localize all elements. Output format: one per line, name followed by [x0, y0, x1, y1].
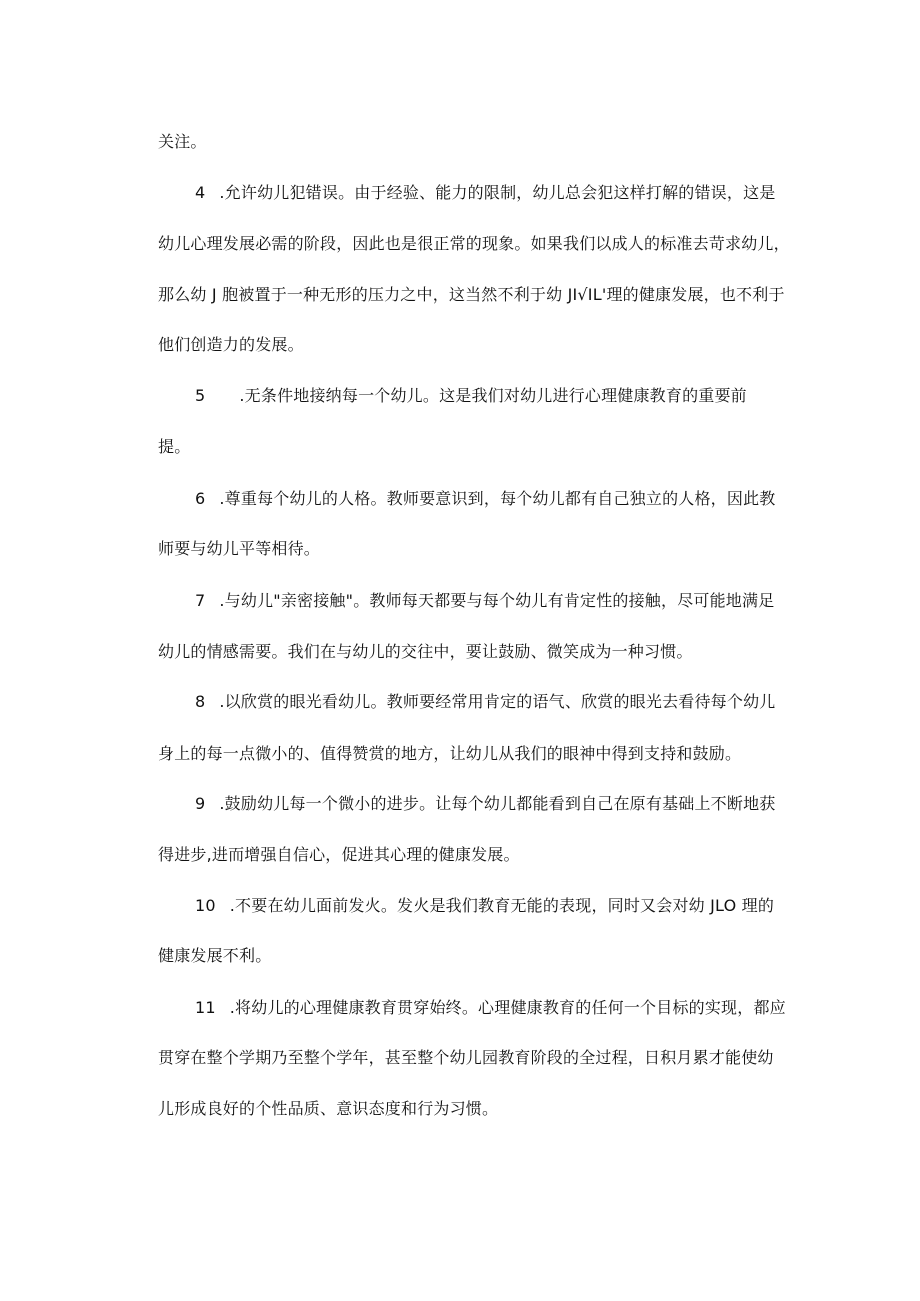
text-line: 师要与幼儿平等相待。 — [158, 539, 321, 558]
item-number: 9 — [195, 794, 206, 813]
item-text: .以欣赏的眼光看幼儿。教师要经常用肯定的语气、欣赏的眼光去看待每个幼儿 — [219, 692, 776, 711]
text-line: 幼儿的情感需要。我们在与幼儿的交往中，要让鼓励、微笑成为一种习惯。 — [158, 642, 693, 661]
text-line: 那么幼 J 胞被置于一种无形的压力之中，这当然不利于幼 JI√IL'理的健康发展，也不利于 — [158, 285, 785, 304]
item-number: 5 — [195, 386, 206, 405]
paragraph-6-line-1 — [195, 489, 775, 509]
item-number: 6 — [195, 489, 206, 508]
paragraph-4-line-1 — [195, 183, 775, 203]
text-line: 儿形成良好的个性品质、意识态度和行为习惯。 — [158, 1099, 499, 1118]
item-text: .尊重每个幼儿的人格。教师要意识到，每个幼儿都有自己独立的人格，因此教 — [219, 489, 776, 508]
paragraph-11-line-1 — [195, 998, 786, 1018]
item-text: .鼓励幼儿每一个微小的进步。让每个幼儿都能看到自己在原有基础上不断地获 — [219, 794, 776, 813]
text-line: 关注。 — [158, 132, 207, 151]
item-text: .与幼儿"亲密接触"。教师每天都要与每个幼儿有肯定性的接触，尽可能地满足 — [219, 591, 775, 610]
paragraph-10-line-1 — [195, 896, 774, 916]
paragraph-9-line-1 — [195, 794, 775, 814]
item-number: 11 — [195, 998, 216, 1017]
paragraph-7-line-1 — [195, 591, 774, 611]
item-text: .允许幼儿犯错误。由于经验、能力的限制，幼儿总会犯这样打解的错误，这是 — [219, 183, 776, 202]
text-line: 身上的每一点微小的、值得赞赏的地方，让幼儿从我们的眼神中得到支持和鼓励。 — [158, 744, 742, 763]
text-line: 健康发展不利。 — [158, 946, 272, 965]
item-number: 4 — [195, 183, 206, 202]
item-text: .将幼儿的心理健康教育贯穿始终。心理健康教育的任何一个目标的实现，都应 — [229, 998, 786, 1017]
paragraph-5-line-1 — [195, 386, 747, 406]
text-line: 提。 — [158, 437, 191, 456]
item-number: 8 — [195, 692, 206, 711]
item-text: .不要在幼儿面前发火。发火是我们教育无能的表现，同时又会对幼 JLO 理的 — [229, 896, 775, 915]
text-line: 贯穿在整个学期乃至整个学年，甚至整个幼儿园教育阶段的全过程，日积月累才能使幼 — [158, 1048, 774, 1067]
paragraph-8-line-1 — [195, 692, 775, 712]
item-number: 10 — [195, 896, 216, 915]
text-line: 他们创造力的发展。 — [158, 335, 304, 354]
item-text: .无条件地接纳每一个幼儿。这是我们对幼儿进行心理健康教育的重要前 — [239, 386, 747, 405]
item-number: 7 — [195, 591, 206, 610]
text-line: 幼儿心理发展必需的阶段，因此也是很正常的现象。如果我们以成人的标准去苛求幼儿， — [158, 234, 790, 253]
text-line: 得进步,进而增强自信心，促进其心理的健康发展。 — [158, 845, 520, 864]
